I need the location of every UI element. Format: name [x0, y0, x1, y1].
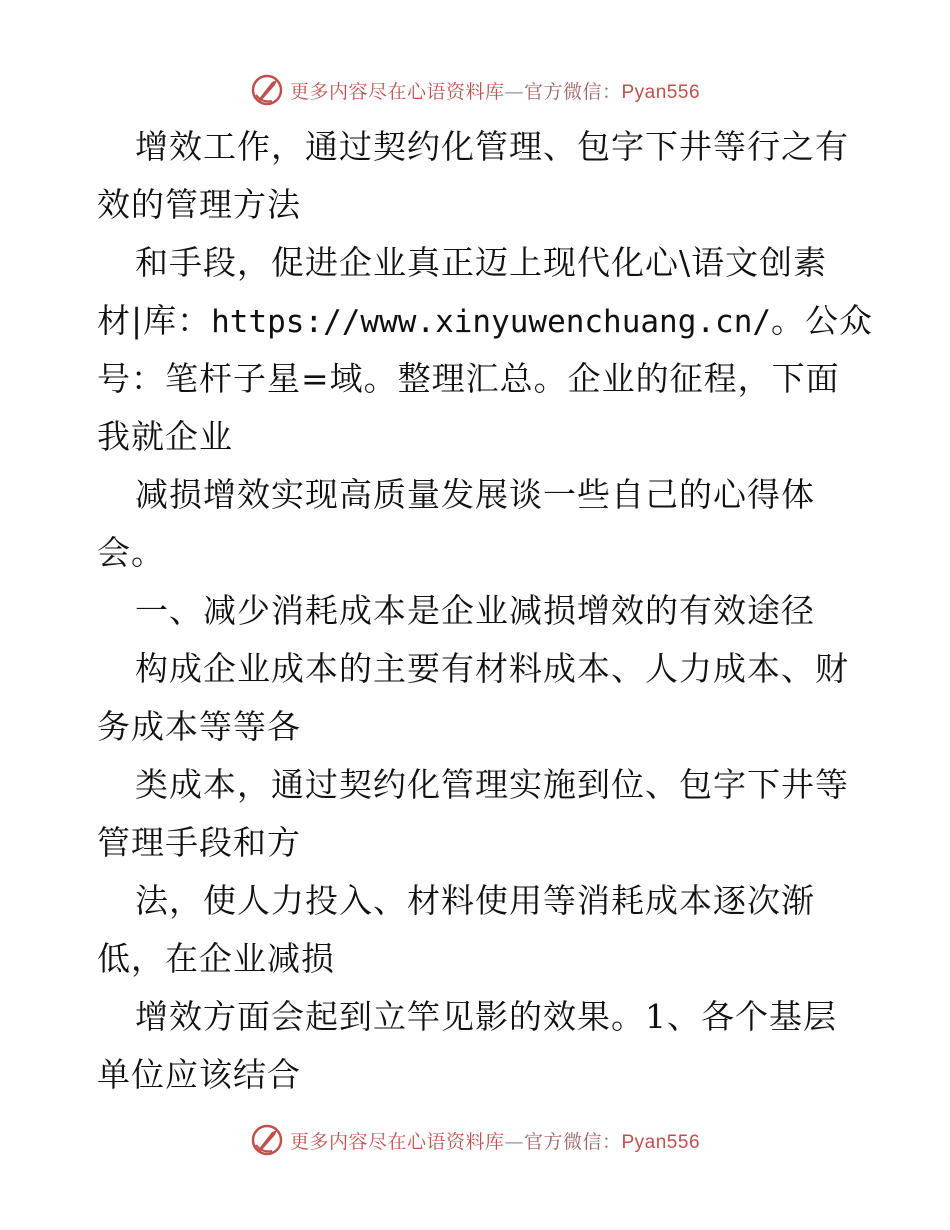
paragraph-line: 增效工作，通过契约化管理、包字下井等行之有	[135, 127, 849, 166]
paragraph-line: 和手段，促进企业真正迈上现代化心\语文创素	[135, 243, 828, 282]
paragraph-line: 减损增效实现高质量发展谈一些自己的心得体	[135, 475, 815, 514]
paragraph-text: 。公众	[771, 301, 874, 340]
banner-wechat-label: 官方微信：	[523, 1130, 622, 1153]
document-body	[97, 118, 874, 1104]
paragraph-line: 单位应该结合	[97, 1055, 301, 1094]
banner-wechat-label: 官方微信：	[523, 80, 622, 103]
paragraph-line: 类成本，通过契约化管理实施到位、包字下井等	[135, 765, 849, 804]
banner-wechat-id: Pyan556	[621, 1131, 701, 1153]
banner-site-text: 更多内容尽在心语资料库	[289, 1130, 505, 1153]
paragraph-text: 材|库：	[97, 301, 212, 340]
banner-separator: —	[504, 80, 524, 103]
section-heading: 一、减少消耗成本是企业减损增效的有效途径	[135, 591, 815, 630]
header-banner	[0, 70, 950, 110]
source-url-text: https://www.xinyuwenchuang.cn/	[211, 304, 772, 340]
paragraph-line: 会。	[97, 533, 165, 572]
quill-pen-logo-icon	[250, 1123, 284, 1157]
banner-site-text: 更多内容尽在心语资料库	[289, 80, 505, 103]
paragraph-line: 法，使人力投入、材料使用等消耗成本逐次渐	[135, 881, 815, 920]
quill-pen-logo-icon	[250, 73, 284, 107]
paragraph-line: 构成企业成本的主要有材料成本、人力成本、财	[135, 649, 849, 688]
paragraph-line: 管理手段和方	[97, 823, 301, 862]
paragraph-line	[97, 292, 874, 350]
footer-banner	[0, 1120, 950, 1160]
paragraph-line: 务成本等等各	[97, 707, 301, 746]
paragraph-line: 我就企业	[97, 417, 233, 456]
banner-separator: —	[504, 1130, 524, 1153]
paragraph-line: 增效方面会起到立竿见影的效果。1、各个基层	[135, 997, 837, 1036]
paragraph-line: 低，在企业减损	[97, 939, 335, 978]
paragraph-line: 效的管理方法	[97, 185, 301, 224]
paragraph-line: 号：笔杆子星=域。整理汇总。企业的征程，下面	[97, 359, 840, 398]
banner-wechat-id: Pyan556	[621, 81, 701, 103]
